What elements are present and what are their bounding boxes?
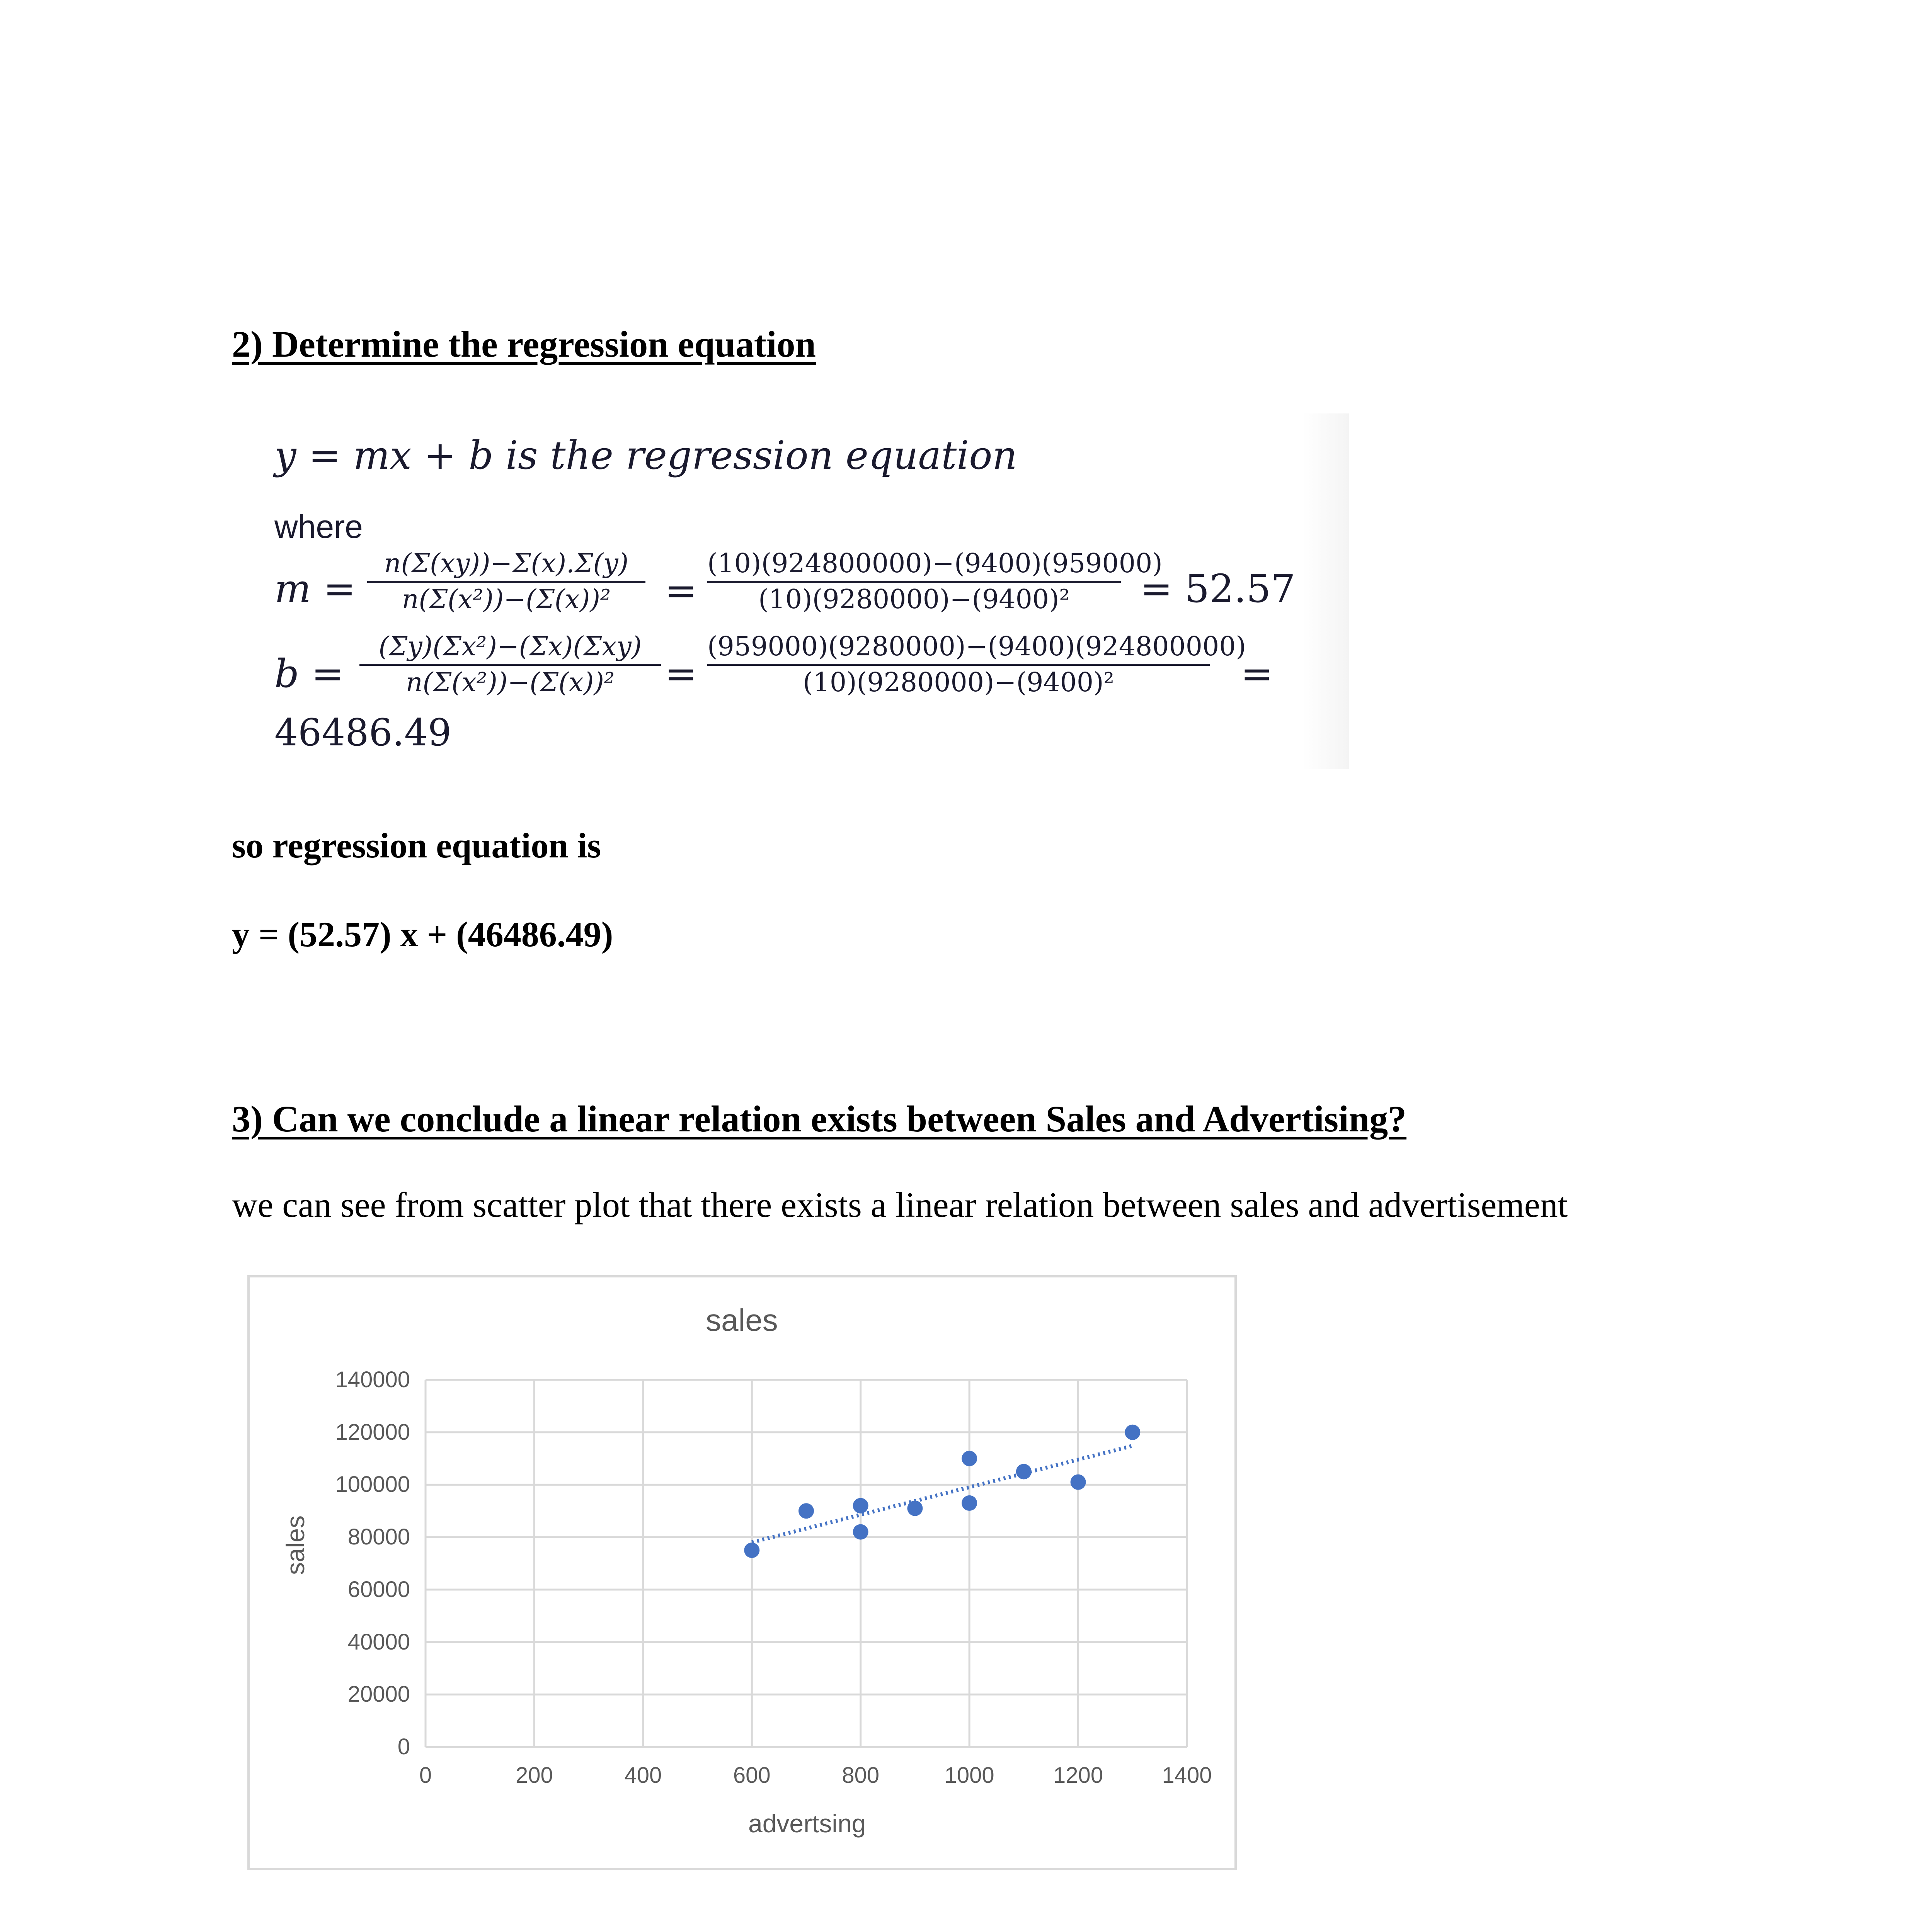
- scatter-chart: [247, 1275, 1237, 1870]
- m-lhs: m =: [274, 566, 356, 611]
- b-formula-numerator: (Σy)(Σx²)−(Σx)(Σxy): [378, 631, 642, 662]
- x-tick-label: 600: [733, 1763, 771, 1788]
- x-tick-label: 800: [842, 1763, 880, 1788]
- y-tick-label: 20000: [347, 1682, 410, 1707]
- fraction-bar: [707, 664, 1210, 666]
- b-value-numerator: (959000)(9280000)−(9400)(924800000): [707, 631, 1246, 662]
- image-edge-shadow: [1302, 413, 1349, 769]
- data-point: [744, 1543, 759, 1558]
- m-result: = 52.57: [1140, 566, 1296, 611]
- data-point: [907, 1501, 923, 1516]
- x-axis-label: advertsing: [748, 1809, 866, 1838]
- data-point: [798, 1503, 814, 1519]
- regression-formula-image: [243, 413, 1349, 769]
- b-formula-denominator: n(Σ(x²))−(Σ(x))²: [405, 667, 615, 698]
- data-point: [1125, 1425, 1140, 1440]
- x-tick-label: 400: [624, 1763, 662, 1788]
- m-formula-fraction: [367, 548, 645, 615]
- y-tick-label: 0: [397, 1734, 410, 1759]
- b-formula-fraction: [359, 631, 661, 698]
- b-value-denominator: (10)(9280000)−(9400)²: [803, 667, 1114, 698]
- m-equals: =: [665, 568, 697, 613]
- b-trailing-equals: =: [1241, 651, 1273, 696]
- x-tick-label: 200: [516, 1763, 553, 1788]
- where-label: where: [274, 509, 363, 545]
- plot-area: [250, 1277, 1234, 1868]
- m-value-numerator: (10)(924800000)−(9400)(959000): [707, 548, 1163, 579]
- section-3-heading: 3) Can we conclude a linear relation exists between Sales and Advertising?: [232, 1098, 1407, 1139]
- data-point: [1016, 1464, 1032, 1480]
- m-value-fraction: [707, 548, 1163, 615]
- y-tick-label: 40000: [347, 1629, 410, 1655]
- x-tick-label: 1000: [944, 1763, 994, 1788]
- equation-statement: y = mx + b is the regression equation: [274, 433, 1017, 478]
- final-regression-equation: y = (52.57) x + (46486.49): [232, 915, 613, 954]
- m-value-denominator: (10)(9280000)−(9400)²: [758, 584, 1070, 615]
- fraction-bar: [707, 581, 1121, 583]
- data-point: [853, 1524, 868, 1540]
- y-tick-label: 80000: [347, 1524, 410, 1550]
- x-tick-label: 0: [419, 1763, 432, 1788]
- data-point: [962, 1451, 977, 1466]
- data-point: [853, 1498, 868, 1514]
- so-regression-text: so regression equation is: [232, 826, 601, 865]
- b-value-fraction: [707, 631, 1246, 698]
- b-equals: =: [665, 651, 697, 696]
- y-axis-label: sales: [281, 1515, 310, 1575]
- m-formula-numerator: n(Σ(xy))−Σ(x).Σ(y): [384, 548, 629, 579]
- x-tick-label: 1200: [1053, 1763, 1103, 1788]
- b-result: 46486.49: [274, 711, 452, 754]
- section-3-body: we can see from scatter plot that there exists a linear relation between sales and advertisement: [232, 1185, 1568, 1225]
- y-tick-label: 140000: [335, 1367, 410, 1392]
- x-tick-label: 1400: [1162, 1763, 1212, 1788]
- m-formula-denominator: n(Σ(x²))−(Σ(x))²: [402, 584, 611, 615]
- fraction-bar: [367, 581, 645, 583]
- data-point: [962, 1495, 977, 1511]
- chart-title: sales: [706, 1303, 778, 1337]
- y-tick-label: 60000: [347, 1577, 410, 1602]
- y-tick-label: 120000: [335, 1419, 410, 1445]
- data-point: [1071, 1475, 1086, 1490]
- b-lhs: b =: [274, 651, 344, 696]
- fraction-bar: [359, 664, 661, 666]
- trendline: [752, 1446, 1132, 1543]
- section-2-heading: 2) Determine the regression equation: [232, 323, 816, 365]
- y-tick-label: 100000: [335, 1472, 410, 1497]
